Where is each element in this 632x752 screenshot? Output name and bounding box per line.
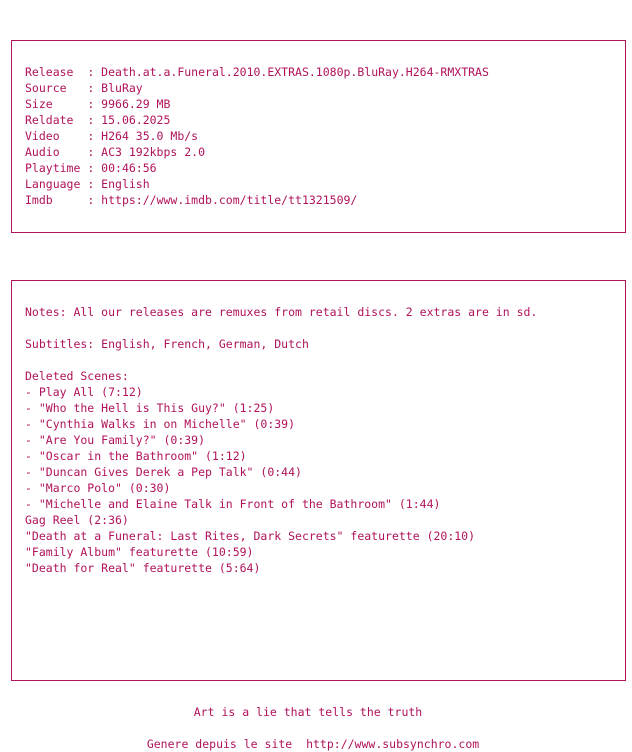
info-label: Video [25, 129, 81, 143]
info-separator: : [80, 129, 102, 143]
info-row-language [25, 176, 489, 192]
info-value-size: 9966.29 MB [101, 97, 171, 111]
release-info-panel [11, 40, 626, 233]
info-value-language: English [101, 177, 150, 191]
info-row-reldate [25, 112, 489, 128]
info-row-imdb [25, 192, 489, 208]
deleted-scene-item: - "Michelle and Elaine Talk in Front of the Bathroom" (1:44) [25, 497, 441, 511]
extra-item: Gag Reel (2:36) [25, 513, 129, 527]
info-row-release [25, 64, 489, 80]
deleted-scene-item: - "Who the Hell is This Guy?" (1:25) [25, 401, 275, 415]
release-notes-panel [11, 280, 626, 681]
info-label: Source [25, 81, 81, 95]
info-separator: : [80, 193, 102, 207]
info-label: Audio [25, 145, 81, 159]
info-row-playtime [25, 160, 489, 176]
info-separator: : [80, 97, 102, 111]
info-separator: : [80, 145, 102, 159]
deleted-scene-item: - "Duncan Gives Derek a Pep Talk" (0:44) [25, 465, 302, 479]
info-row-size [25, 96, 489, 112]
deleted-scene-item: - "Oscar in the Bathroom" (1:12) [25, 449, 247, 463]
info-separator: : [80, 81, 102, 95]
info-separator: : [80, 113, 102, 127]
info-label: Release [25, 65, 81, 79]
info-value-video: H264 35.0 Mb/s [101, 129, 199, 143]
info-row-video [25, 128, 489, 144]
generated-by-label: Genere depuis le site [146, 737, 307, 751]
info-label: Size [25, 97, 81, 111]
info-label: Playtime [25, 161, 81, 175]
info-value-playtime: 00:46:56 [101, 161, 157, 175]
notes-body [25, 304, 537, 576]
release-info-list [25, 64, 489, 208]
extra-item: "Death at a Funeral: Last Rites, Dark Secrets" featurette (20:10) [25, 529, 476, 543]
tagline: Art is a lie that tells the truth [193, 705, 423, 719]
generated-by-line [0, 736, 629, 752]
info-label: Language [25, 177, 81, 191]
info-label: Reldate [25, 113, 81, 127]
info-separator: : [80, 161, 102, 175]
blank-line [25, 320, 537, 336]
blank-line [25, 352, 537, 368]
info-separator: : [80, 65, 102, 79]
info-row-source [25, 80, 489, 96]
deleted-scene-item: - "Are You Family?" (0:39) [25, 433, 206, 447]
extra-item: "Family Album" featurette (10:59) [25, 545, 254, 559]
extra-item: "Death for Real" featurette (5:64) [25, 561, 261, 575]
deleted-scene-item: - "Marco Polo" (0:30) [25, 481, 171, 495]
info-value-audio: AC3 192kbps 2.0 [101, 145, 206, 159]
notes-line: Notes: All our releases are remuxes from retail discs. 2 extras are in sd. [25, 305, 538, 319]
deleted-scene-item: - Play All (7:12) [25, 385, 143, 399]
info-value-source: BluRay [101, 81, 143, 95]
info-label: Imdb [25, 193, 81, 207]
info-separator: : [80, 177, 102, 191]
imdb-link[interactable]: https://www.imdb.com/title/tt1321509/ [101, 193, 358, 207]
subsynchro-link[interactable]: http://www.subsynchro.com [306, 737, 480, 751]
info-value-release: Death.at.a.Funeral.2010.EXTRAS.1080p.BluRay.H264-RMXTRAS [101, 65, 489, 79]
deleted-scene-item: - "Cynthia Walks in on Michelle" (0:39) [25, 417, 296, 431]
deleted-scenes-heading: Deleted Scenes: [25, 369, 129, 383]
info-row-audio [25, 144, 489, 160]
subtitles-line: Subtitles: English, French, German, Dutch [25, 337, 309, 351]
info-value-reldate: 15.06.2025 [101, 113, 171, 127]
